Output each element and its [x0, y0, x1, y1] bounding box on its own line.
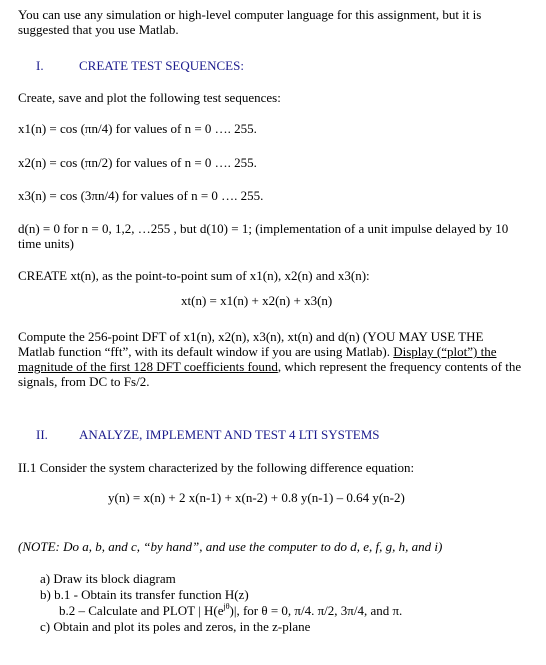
dft-paragraph [18, 329, 523, 389]
x1-definition: x1(n) = cos (πn/4) for values of n = 0 …. 255. [18, 121, 257, 136]
section2-sub1: II.1 Consider the system characterized by the following difference equation: [18, 460, 415, 475]
section1-numeral: I. [36, 58, 44, 73]
x3-definition: x3(n) = cos (3πn/4) for values of n = 0 …. 255. [18, 188, 264, 203]
impulse-definition: d(n) = 0 for n = 0, 1,2, …255 , but d(10) = 1; (implementation of a unit impulse delayed by 10 time units) [18, 221, 509, 251]
item-b2-exponent: jθ [223, 601, 230, 611]
item-b2-post: )|, for θ = 0, π/4. π/2, 3π/4, and π. [229, 603, 403, 618]
xt-line: CREATE xt(n), as the point-to-point sum of x1(n), x2(n) and x3(n): [18, 268, 370, 283]
x2-definition: x2(n) = cos (πn/2) for values of n = 0 …. 255. [18, 155, 257, 170]
note-text: (NOTE: Do a, b, and c, “by hand”, and use the computer to do d, e, f, g, h, and i) [18, 539, 443, 554]
item-a: a) Draw its block diagram [40, 571, 176, 586]
dft-text-1: Compute the 256-point DFT of x1(n), x2(n), x3(n), xt(n) and d(n) (YOU MAY USE THE Matlab function “fft”, with its default window if you are using Matlab). [18, 329, 484, 359]
item-b1: b) b.1 - Obtain its transfer function H(z) [40, 587, 249, 602]
difference-equation: y(n) = x(n) + 2 x(n-1) + x(n-2) + 0.8 y(n-1) – 0.64 y(n-2) [108, 490, 405, 505]
item-b2 [59, 603, 402, 618]
section1-title: CREATE TEST SEQUENCES: [79, 58, 244, 73]
dft-text-2: , which represent the frequency contents of the signals, from DC to Fs/2. [18, 359, 522, 389]
item-b2-pre: b.2 – Calculate and PLOT | H(e [59, 603, 224, 618]
intro-text: You can use any simulation or high-level computer language for this assignment, but it is suggested that you use Matlab. [18, 7, 482, 37]
xt-equation: xt(n) = x1(n) + x2(n) + x3(n) [181, 293, 333, 308]
section2-numeral: II. [36, 427, 48, 442]
create-line: Create, save and plot the following test sequences: [18, 90, 281, 105]
section2-title: ANALYZE, IMPLEMENT AND TEST 4 LTI SYSTEMS [79, 427, 380, 442]
dft-underlined-text: Display (“plot”) the magnitude of the first 128 DFT coefficients found [18, 344, 497, 374]
item-c: c) Obtain and plot its poles and zeros, in the z-plane [40, 619, 311, 634]
